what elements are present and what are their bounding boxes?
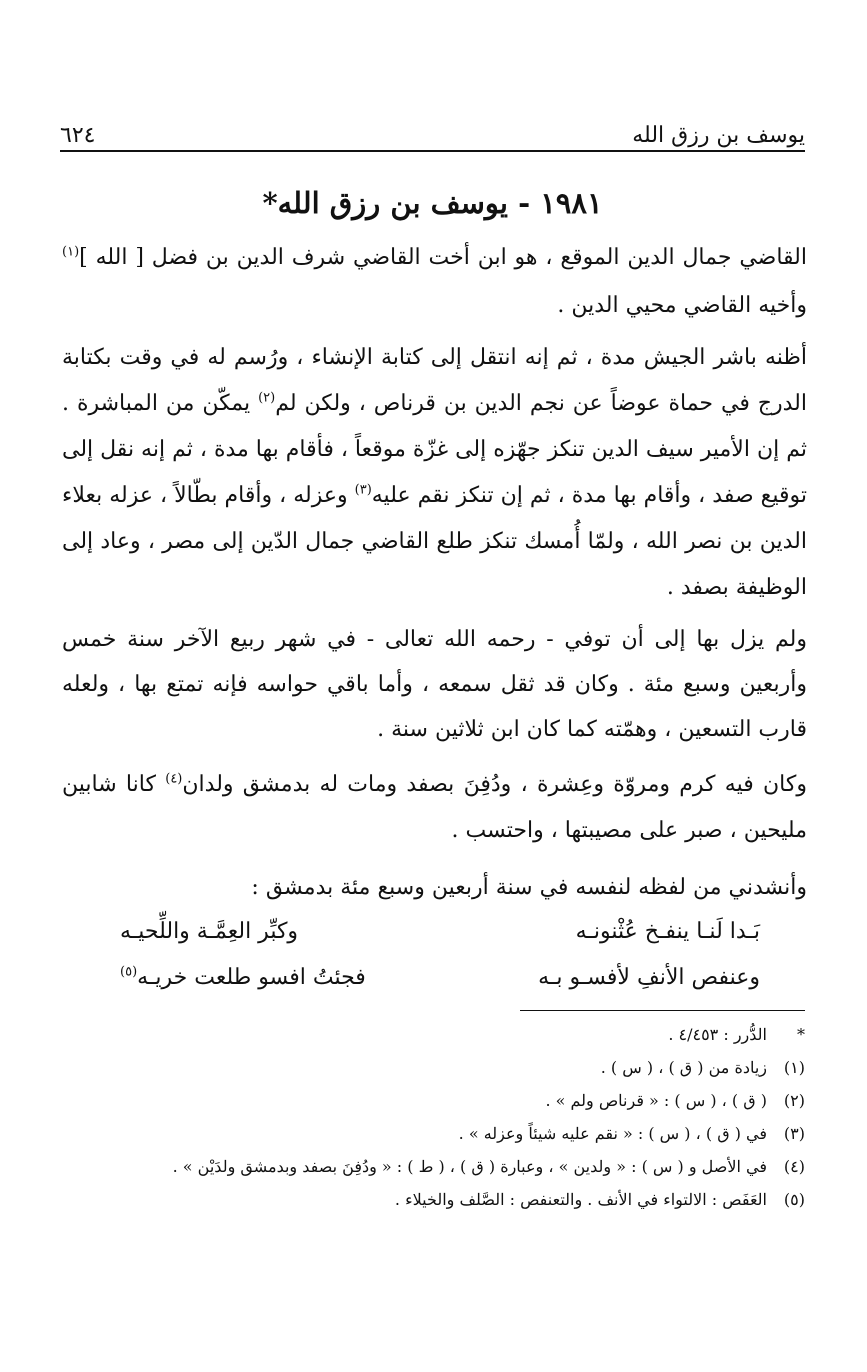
footnote-mark: (٢) [783,1091,805,1110]
footnote-text: زيادة من ( ق ) ، ( س ) . [600,1058,767,1077]
verse-2-second-text: فجئتُ افسو طلعت خريـه [137,964,366,990]
footnote-text: ( ق ) ، ( س ) : « قرناص ولم » . [545,1091,767,1110]
footnote-item [60,1150,805,1183]
footnote-text: في ( ق ) ، ( س ) : « نقم عليه شيئاً وعزله » . [458,1124,767,1143]
footnote-item [60,1183,805,1216]
paragraph-3: ولم يزل بها إلى أن توفي - رحمه الله تعالى - في شهر ربيع الآخر سنة خمس وأربعين وسبع مئة . وكان قد ثقل سمعه ، وأما باقي حواسه فإنه تمتع بها ، ولعله قارب التسعين ، وهمّته كما كان ابن ثلاثين سنة . [62,627,807,742]
footnotes [60,1018,805,1216]
footnote-mark: (١) [783,1058,805,1077]
verse-2-second-hemistich [120,965,420,990]
verse-1-first-hemistich: بَـدا لَنـا ينفـخ عُثْنونـه [575,918,760,944]
footnote-text: في الأصل و ( س ) : « ولدين » ، وعبارة ( ق ) ، ( ط ) : « ودُفِنَ بصفد وبدمشق ولدَيْن » . [172,1157,767,1176]
verse-line-1 [120,908,760,954]
footnote-mark: (٥) [783,1190,805,1209]
paragraph-2-text-c: وعزله ، وأقام بطّالاً ، عزله بعلاء الدين بن نصر الله ، ولمّا أُمسك تنكز طلع القاضي جمال الدّين إلى مصر ، وعاد إلى الوظيفة بصفد . [62,483,807,600]
paragraph-5: وأنشدني من لفظه لنفسه في سنة أربعين وسبع مئة بدمشق : [251,875,807,900]
verse-2-first-hemistich: وعنفص الأنفِ لأفسـو بـه [538,964,760,990]
paragraph-4-text-b: كانا شابين مليحين ، صبر على مصيبتها ، واحتسب . [62,772,807,843]
footnote-rule [520,1010,805,1011]
paragraph-1-text-a: القاضي جمال الدين الموقع ، هو ابن أخت القاضي شرف الدين بن فضل [ الله ] [79,245,807,270]
paragraph-4 [62,762,807,854]
footnote-text: العَفَص : الالتواء في الأنف . والتعنفص : الصَّلف والخيلاء . [394,1190,767,1209]
footnote-ref-5: (٥) [120,964,138,980]
footnote-ref-3: (٣) [354,482,372,498]
running-header [60,112,805,148]
footnote-mark: (٣) [783,1124,805,1143]
verse-line-2 [120,954,760,1000]
footnote-ref-1: (١) [62,244,80,260]
footnote-item [60,1018,805,1051]
verse-1-second-hemistich: وكبِّر العِمَّـة واللِّحيـه [120,918,299,944]
paragraph-2 [62,335,807,611]
running-title: يوسف بن رزق الله [632,123,805,148]
footnote-ref-2: (٢) [258,390,276,406]
paragraph-2-text-b: يمكّن من المباشرة . ثم إن الأمير سيف الدين تنكز جهّزه إلى غزّة موقعاً ، فأقام بها مدة ، ثم إنه نقل إلى توقيع صفد ، وأقام بها مدة ، ثم إن تنكز نقم عليه [62,391,807,508]
paragraph-1-text-b: وأخيه القاضي محيي الدين . [557,293,807,318]
footnote-item [60,1084,805,1117]
footnote-item [60,1051,805,1084]
footnote-ref-4: (٤) [165,771,183,787]
paragraph-2-text-a: أظنه باشر الجيش مدة ، ثم إنه انتقل إلى كتابة الإنشاء ، ورُسم له في وقت بكتابة الدرج في حماة عوضاً عن نجم الدين بن قرناص ، ولكن لم [62,345,807,416]
page-number: ٦٢٤ [60,123,96,148]
paragraph-1 [62,234,807,330]
footnote-item [60,1117,805,1150]
header-rule [60,150,805,152]
footnote-mark: * [797,1025,805,1044]
entry-title: ١٩٨١ - يوسف بن رزق الله* [262,186,603,220]
poem [120,908,760,1000]
footnote-text: الدُّرر : ٤/٤٥٣ . [668,1025,767,1044]
footnote-mark: (٤) [783,1157,805,1176]
paragraph-4-text-a: وكان فيه كرم ومروّة وعِشرة ، ودُفِنَ بصفد ومات له بدمشق ولدان [182,772,807,797]
